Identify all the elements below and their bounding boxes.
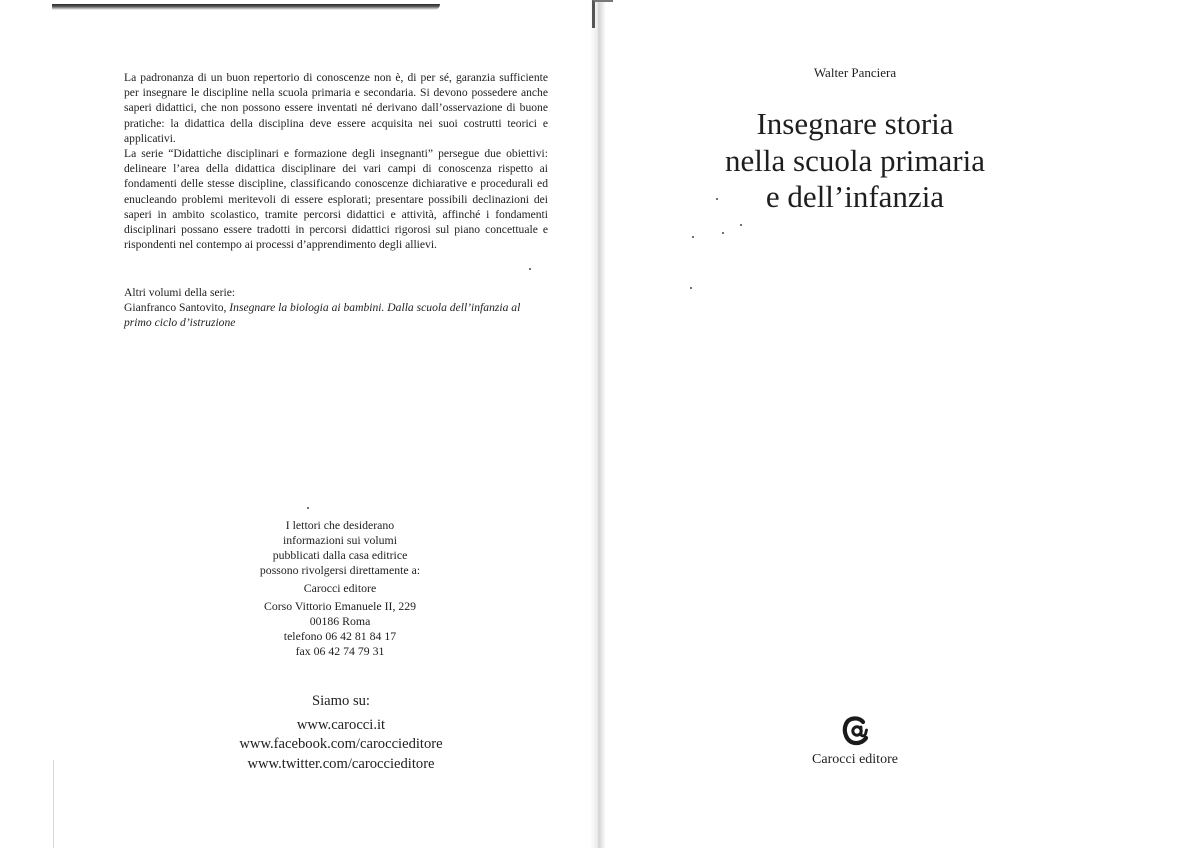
reader-info — [230, 518, 450, 659]
web-heading: Siamo su: — [312, 693, 370, 709]
series-description — [124, 70, 548, 252]
web-link-twitter[interactable]: www.twitter.com/caroccieditore — [247, 755, 435, 772]
description-paragraph: La padronanza di un buon repertorio di conoscenze non è, di per sé, garanzia sufficiente per insegnare le discipline nella scuola primaria e secondaria. Si devono possedere anche saperi didattici, che non possono essere inventati né derivano dall’osservazione di buone pratiche: la didattica della disciplina deve essere acquisita nei suoi costrutti teorici e applicativi. — [124, 71, 548, 145]
other-volume-author: Gianfranco Santovito, — [124, 301, 230, 315]
speck — [529, 268, 531, 270]
other-volumes — [124, 285, 548, 331]
scan-shadow-top — [52, 4, 440, 10]
web-link-facebook[interactable]: www.facebook.com/caroccieditore — [239, 736, 443, 752]
info-line: pubblicati dalla casa editrice — [272, 548, 408, 562]
address-line: 00186 Roma — [309, 614, 371, 628]
address-line: Corso Vittorio Emanuele II, 229 — [263, 599, 417, 613]
speck — [690, 287, 692, 289]
title-line: nella scuola primaria — [725, 142, 985, 178]
title-line: Insegnare storia — [756, 106, 954, 141]
fold-corner-mark — [592, 0, 613, 28]
publisher-name: Carocci editore — [812, 752, 898, 767]
info-line: possono rivolgersi direttamente a: — [259, 563, 421, 577]
info-publisher: Carocci editore — [303, 581, 377, 595]
description-paragraph: La serie “Didattiche disciplinari e formazione degli insegnanti” persegue due obiettivi: delineare l’area della didattica disciplinare dei vari campi di conoscenza rispetto ai fondamenti delle stesse discipline, classificando conoscenze dichiarative e procedurali ed enucleando problemi meritevoli di essere esplorati; presentare possibili declinazioni dei saperi in ambito scolastico, tramite percorsi didattici e attività, affinché i fondamenti disciplinari possano essere tradotti in percorsi didattici rigorosi sul piano concettuale e rispondenti nel contempo ai processi d’apprendimento degli allievi. — [124, 147, 548, 252]
book-title — [700, 106, 1010, 216]
speck — [740, 224, 742, 226]
other-volume-entry — [124, 300, 548, 330]
book-author: Walter Panciera — [813, 65, 897, 80]
info-line: I lettori che desiderano — [285, 518, 395, 532]
margin-line — [53, 760, 54, 848]
info-line: informazioni sui volumi — [282, 533, 398, 547]
web-links — [200, 692, 482, 774]
speck — [722, 232, 724, 234]
web-link-site[interactable]: www.carocci.it — [296, 716, 386, 733]
address-line: fax 06 42 74 79 31 — [295, 644, 385, 658]
speck — [307, 507, 309, 509]
other-volumes-heading: Altri volumi della serie: — [124, 286, 236, 299]
carocci-at-logo-icon — [841, 716, 869, 746]
address-line: telefono 06 42 81 84 17 — [283, 629, 397, 643]
page-fold-shadow — [590, 0, 606, 848]
title-line: e dell’infanzia — [765, 179, 945, 214]
speck — [692, 236, 694, 238]
other-volume-title: Insegnare la biologia ai bambini. Dalla scuola dell’infanzia al primo ciclo d’istruzione — [124, 301, 521, 330]
